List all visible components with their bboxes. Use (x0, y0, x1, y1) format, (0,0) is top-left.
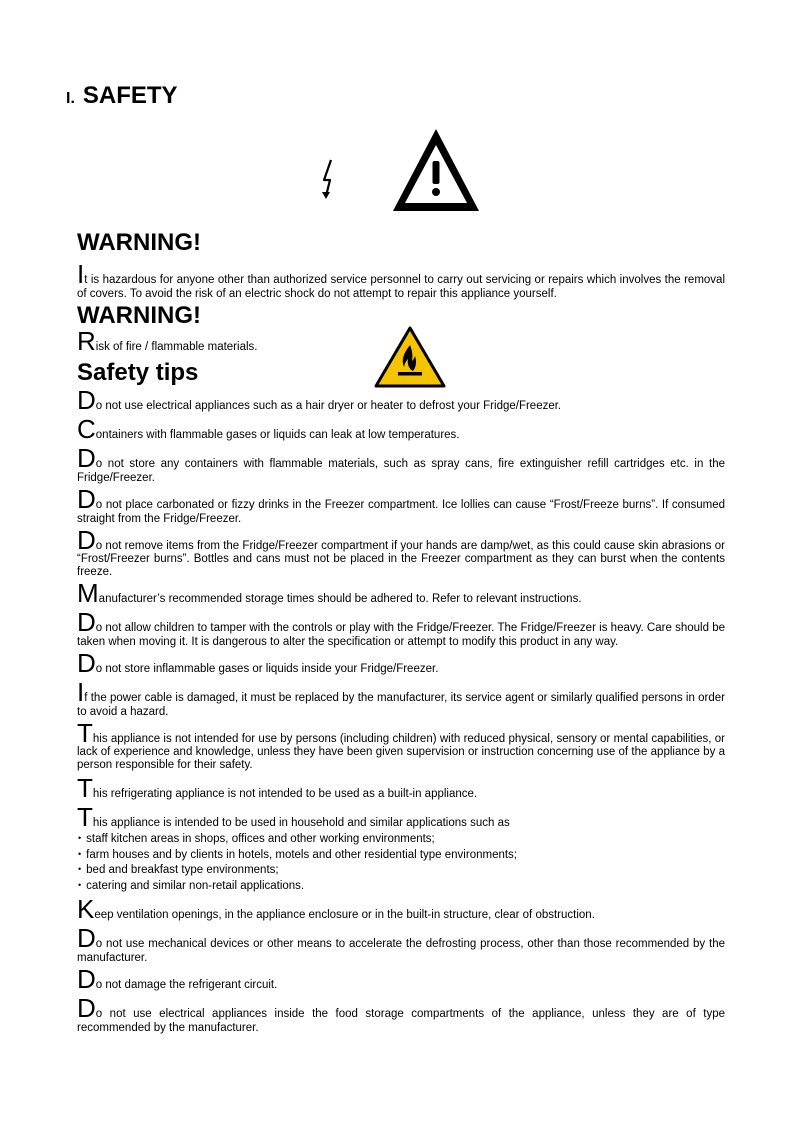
warning-heading-2: WARNING! (77, 302, 201, 329)
hazard-icons (318, 126, 488, 218)
tip-item: Keep ventilation openings, in the appliance enclosure or in the built-in structure, clear of obstruction. (77, 894, 595, 924)
tip-item: Do not allow children to tamper with the controls or play with the Fridge/Freezer. The Fridge/Freezer is heavy. Care should be taken when moving it. It is dangerous to alter the specification or attempt to modify this product in any way. (77, 607, 725, 648)
fire-warning-row (77, 326, 725, 356)
tip-item: Do not store any containers with flammable materials, such as spray cans, fire extinguisher refill cartridges etc. in the Fridge/Freezer. (77, 443, 725, 484)
tip-item: Do not place carbonated or fizzy drinks in the Freezer compartment. Ice lollies can cause “Frost/Freeze burns”. If consumed straight from the Fridge/Freezer. (77, 484, 725, 525)
tip-item: Do not use electrical appliances such as a hair dryer or heater to defrost your Fridge/Freezer. (77, 385, 562, 415)
section-heading (66, 82, 178, 110)
warning-text-1: It is hazardous for anyone other than authorized service personnel to carry out servicing or repairs which involves the removal of covers. To avoid the risk of an electric shock do not attempt to repair this appliance yourself. (77, 259, 725, 300)
tip-item: Do not use electrical appliances inside the food storage compartments of the appliance, unless they are of type recommended by the manufacturer. (77, 993, 725, 1034)
tip-item: This appliance is not intended for use by persons (including children) with reduced physical, sensory or mental capabilities, or lack of experience and knowledge, unless they have been given supervision or instruction concerning use of the appliance by a person responsible for their safety. (77, 718, 725, 771)
safety-content (77, 228, 725, 1039)
tip-item: Manufacturer’s recommended storage times should be adhered to. Refer to relevant instructions. (77, 578, 582, 608)
tip-item: This appliance is intended to be used in household and similar applications such as (77, 802, 510, 832)
tip-item: Do not damage the refrigerant circuit. (77, 964, 278, 994)
warning-heading-1: WARNING! (77, 229, 201, 256)
tip-item: Do not use mechanical devices or other means to accelerate the defrosting process, other than those recommended by the manufacturer. (77, 923, 725, 964)
section-number: I. (66, 90, 75, 107)
sub-list-item: • staff kitchen areas in shops, offices and other working environments; (77, 832, 725, 848)
section-title: SAFETY (82, 82, 178, 109)
tip-item: Do not store inflammable gases or liquids inside your Fridge/Freezer. (77, 648, 439, 678)
sub-list-item: • bed and breakfast type environments; (77, 863, 725, 879)
tip-item: If the power cable is damaged, it must be replaced by the manufacturer, its service agent or similarly qualified persons in order to avoid a hazard. (77, 677, 725, 718)
usage-sub-list (77, 832, 725, 894)
safety-tips-heading: Safety tips (77, 359, 199, 386)
lightning-bolt-icon (318, 158, 342, 202)
tip-item: This refrigerating appliance is not intended to be used as a built-in appliance. (77, 773, 478, 803)
flammable-warning-icon (373, 325, 447, 389)
warning-text-2: Risk of fire / flammable materials. (77, 326, 258, 356)
tip-item: Containers with flammable gases or liquids can leak at low temperatures. (77, 414, 460, 444)
warning-triangle-icon (390, 126, 482, 214)
sub-list-item: • farm houses and by clients in hotels, motels and other residential type environments; (77, 848, 725, 864)
sub-list-item: • catering and similar non-retail applications. (77, 879, 725, 895)
tip-item: Do not remove items from the Fridge/Freezer compartment if your hands are damp/wet, as this could cause skin abrasions or “Frost/Freezer burns”. Bottles and cans must not be placed in the Freezer compartment as they can burst when the contents freeze. (77, 525, 725, 578)
